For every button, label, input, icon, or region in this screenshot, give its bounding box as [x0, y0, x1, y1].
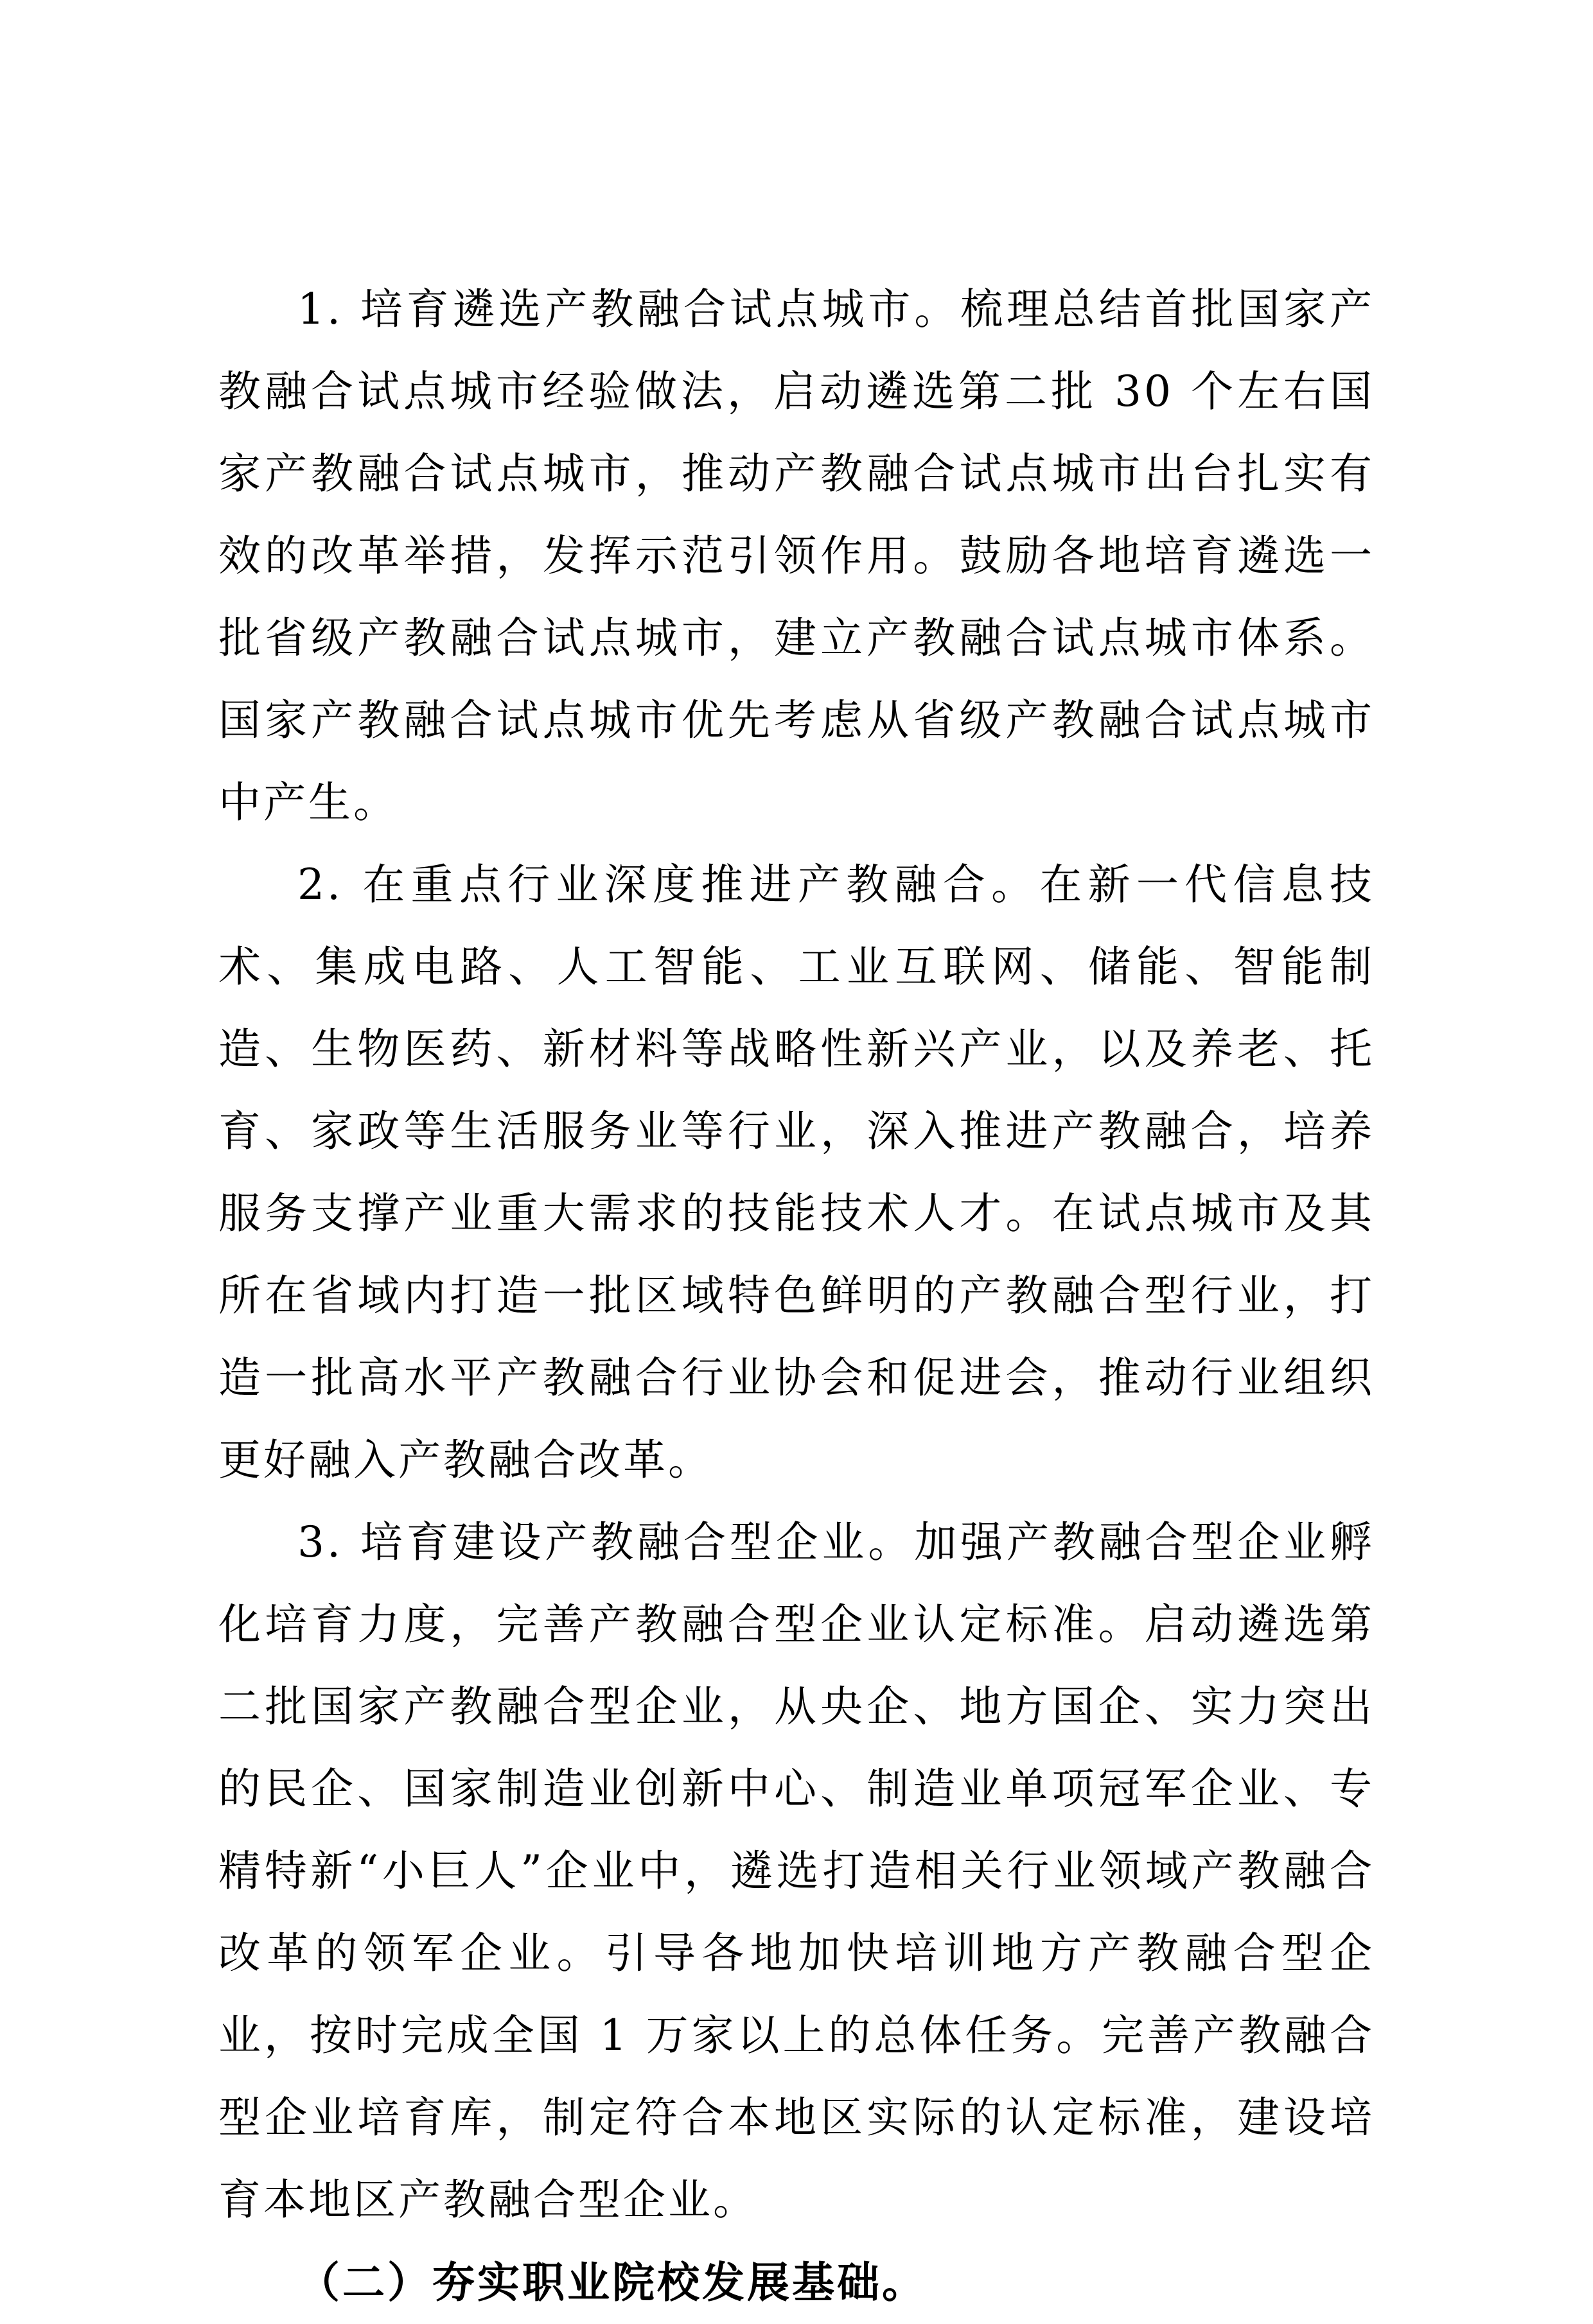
paragraph-3-body-text: 加强产教融合型企业孵化培育力度，完善产教融合型企业认定标准。启动遴选第二批国家产教融合型企业，从央企、地方国企、实力突出的民企、国家制造业创新中心、制造业单项冠军企业、专精特新“小巨人”企业中，遴选打造相关行业领域产教融合改革的领军企业。引导各地加快培训地方产教融合型企业，按时完成全国 1 万家以上的总体任务。完善产教融合型企业培育库，制定符合本地区实际的认定标准，建设培育本地区产教融合型企业。 [218, 1517, 1375, 2224]
section-subheading-text: （二）夯实职业院校发展基础。 [297, 2257, 927, 2307]
paragraph-1-body-text: 梳理总结首批国家产教融合试点城市经验做法，启动遴选第二批 30 个左右国家产教融合试点城市，推动产教融合试点城市出台扎实有效的改革举措，发挥示范引领作用。鼓励各地培育遴选一批省级产教融合试点城市，建立产教融合试点城市体系。国家产教融合试点城市优先考虑从省级产教融合试点城市中产生。 [218, 284, 1375, 827]
paragraph-3-lead-sentence: 3. 培育建设产教融合型企业。 [297, 1517, 915, 1567]
document-text-block [218, 268, 1375, 2324]
paragraph-item-2 [218, 844, 1375, 1501]
paragraph-2-body-text: 在新一代信息技术、集成电路、人工智能、工业互联网、储能、智能制造、生物医药、新材料等战略性新兴产业，以及养老、托育、家政等生活服务业等行业，深入推进产教融合，培养服务支撑产业重大需求的技能技术人才。在试点城市及其所在省域内打造一批区域特色鲜明的产教融合型行业，打造一批高水平产教融合行业协会和促进会，推动行业组织更好融入产教融合改革。 [218, 860, 1375, 1485]
section-subheading [218, 2241, 1375, 2324]
paragraph-item-3 [218, 1501, 1375, 2241]
paragraph-item-1 [218, 268, 1375, 844]
paragraph-2-lead-sentence: 2. 在重点行业深度推进产教融合。 [297, 860, 1040, 909]
paragraph-1-lead-sentence: 1. 培育遴选产教融合试点城市。 [297, 284, 961, 334]
